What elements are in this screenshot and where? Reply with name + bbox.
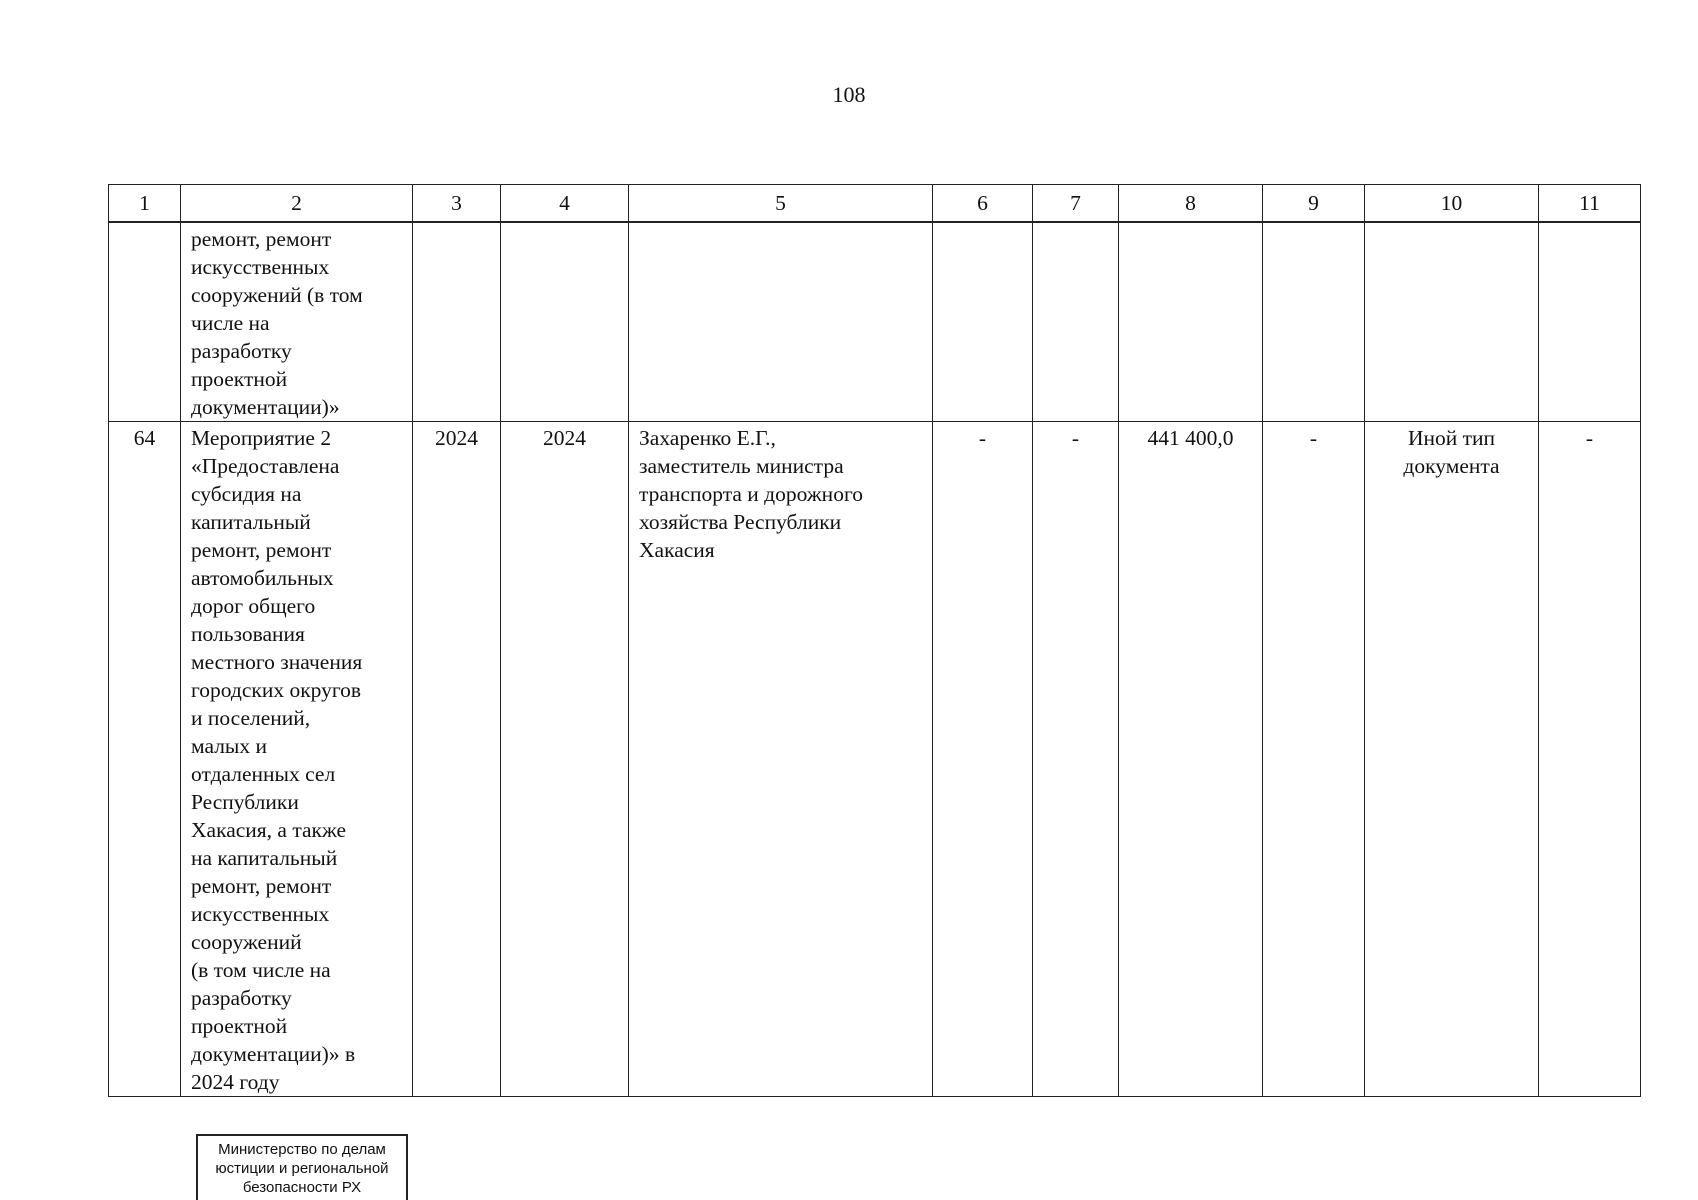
cell-col7: - [1033,422,1119,1097]
table-row-continuation [109,222,1641,422]
cell-col9 [1263,222,1365,422]
column-header: 3 [413,185,501,223]
cell-col6 [933,222,1033,422]
cell-event-name: Мероприятие 2 «Предоставлена субсидия на капитальный ремонт, ремонт автомобильных дорог общего пользования местного значения городских округов и поселений, малых и отдаленных сел Республики Хакасия, а также на капитальный ремонт, ремонт искусственных сооружений (в том числе на разработку проектной документации)» в 2024 году [181,422,413,1097]
cell-amount: 441 400,0 [1119,422,1263,1097]
cell-end-year: 2024 [501,422,629,1097]
column-header: 7 [1033,185,1119,223]
cell-start-year [413,222,501,422]
column-header: 1 [109,185,181,223]
column-header: 10 [1365,185,1539,223]
cell-responsible [629,222,933,422]
cell-document-type: Иной тип документа [1365,422,1539,1097]
cell-col11: - [1539,422,1641,1097]
cell-document-type [1365,222,1539,422]
table-row-64 [109,422,1641,1097]
column-header: 2 [181,185,413,223]
column-header: 6 [933,185,1033,223]
cell-number: 64 [109,422,181,1097]
cell-col9: - [1263,422,1365,1097]
column-header: 9 [1263,185,1365,223]
page-number: 108 [832,82,866,107]
cell-end-year [501,222,629,422]
cell-responsible: Захаренко Е.Г., заместитель министра транспорта и дорожного хозяйства Республики Хакасия [629,422,933,1097]
cell-col11 [1539,222,1641,422]
column-header: 5 [629,185,933,223]
column-header: 8 [1119,185,1263,223]
cell-number [109,222,181,422]
main-table [108,184,1641,1097]
cell-event-name: ремонт, ремонт искусственных сооружений (в том числе на разработку проектной документации)» [181,222,413,422]
registration-stamp: Министерство по делам юстиции и региональной безопасности РХ [196,1134,408,1200]
column-header: 4 [501,185,629,223]
table-header-row [109,185,1641,223]
cell-start-year: 2024 [413,422,501,1097]
cell-col6: - [933,422,1033,1097]
cell-amount [1119,222,1263,422]
column-header: 11 [1539,185,1641,223]
cell-col7 [1033,222,1119,422]
